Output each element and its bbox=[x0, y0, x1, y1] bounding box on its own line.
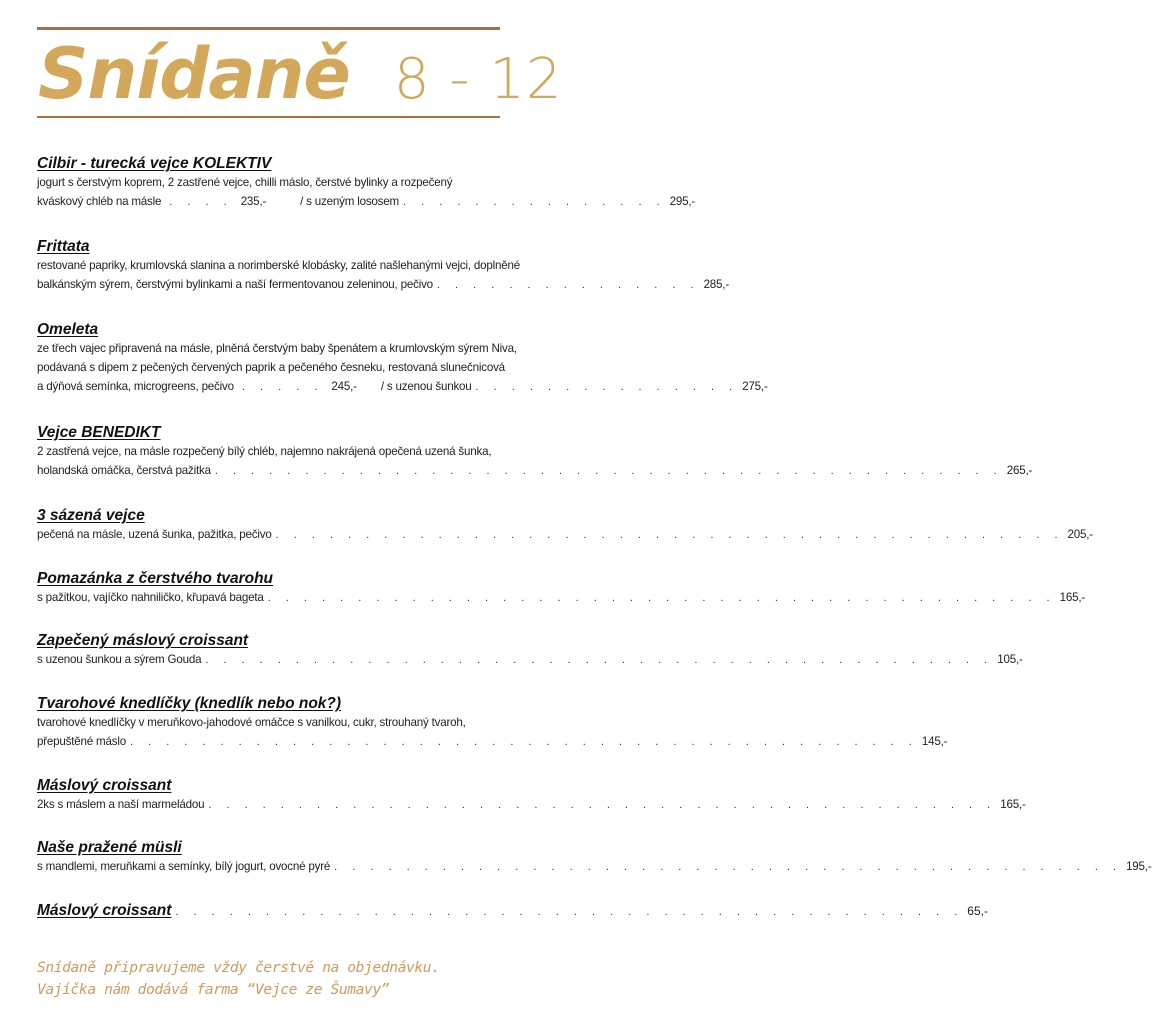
menu-hours: 8 - 12 bbox=[393, 47, 563, 112]
item-name: 3 sázená vejce bbox=[37, 507, 145, 524]
leader-dots: . . . . . . . . . . . . . . . bbox=[436, 279, 700, 291]
menu-item bbox=[37, 506, 1093, 545]
menu-item bbox=[37, 320, 768, 397]
menu-title-word: Snídaně bbox=[38, 33, 350, 115]
leader-dots: . . . . . bbox=[241, 381, 324, 393]
item-desc: přepuštěné máslo bbox=[37, 735, 126, 748]
menu-item bbox=[37, 901, 988, 920]
item-desc: pečená na másle, uzená šunka, pažitka, pečivo bbox=[37, 528, 272, 541]
item-price-row bbox=[37, 732, 948, 752]
item-name: Cilbir - turecká vejce KOLEKTIV bbox=[37, 155, 272, 172]
item-price: 65,- bbox=[967, 904, 988, 918]
leader-dots: . . . . . . . . . . . . . . . bbox=[402, 196, 666, 208]
item-price-row bbox=[37, 588, 1086, 608]
item-name: Máslový croissant bbox=[37, 902, 172, 919]
item-variant-price: 275,- bbox=[742, 380, 768, 393]
item-name: Máslový croissant bbox=[37, 777, 172, 794]
menu-item bbox=[37, 237, 729, 295]
menu-item bbox=[37, 838, 1152, 877]
item-price-row bbox=[37, 192, 696, 212]
item-name: Vejce BENEDIKT bbox=[37, 424, 161, 441]
item-name: Pomazánka z čerstvého tvarohu bbox=[37, 570, 274, 587]
item-desc: tvarohové knedlíčky v meruňkovo-jahodové omáčce s vanilkou, cukr, strouhaný tvaroh, bbox=[37, 716, 466, 729]
item-price: 205,- bbox=[1067, 528, 1093, 541]
item-variant: / s uzeným lososem bbox=[300, 195, 399, 208]
leader-dots: . . . . . . . . . . . . . . . . . . . . . . . . . . . . . . . . . . . . . . . . . . . . bbox=[267, 592, 1056, 604]
top-rule bbox=[37, 27, 500, 30]
item-price: 145,- bbox=[921, 735, 948, 748]
footer-line: Vajíčka nám dodává farma “Vejce ze Šumavy” bbox=[37, 981, 390, 998]
bottom-rule bbox=[37, 116, 500, 118]
item-desc: balkánským sýrem, čerstvými bylinkami a naší fermentovanou zeleninou, pečivo bbox=[37, 278, 433, 291]
footer-line: Snídaně připravujeme vždy čerstvé na objednávku. bbox=[37, 959, 440, 976]
item-price: 245,- bbox=[331, 380, 357, 393]
leader-dots: . . . . . . . . . . . . . . . . . . . . . . . . . . . . . . . . . . . . . . . . . . . . bbox=[334, 861, 1123, 873]
item-price: 105,- bbox=[997, 653, 1023, 666]
item-price-row bbox=[37, 857, 1152, 877]
footer-note bbox=[37, 957, 567, 1001]
menu-item bbox=[37, 776, 1026, 815]
item-desc: 2ks s máslem a naší marmeládou bbox=[37, 798, 205, 811]
leader-dots: . . . . . . . . . . . . . . . . . . . . . . . . . . . . . . . . . . . . . . . . . . . . bbox=[129, 736, 918, 748]
item-name: Omeleta bbox=[37, 321, 99, 338]
item-price: 285,- bbox=[703, 278, 729, 291]
item-desc: kváskový chléb na másle bbox=[37, 195, 162, 208]
menu-item bbox=[37, 631, 1023, 670]
item-price-row bbox=[37, 377, 768, 397]
item-price-row bbox=[37, 275, 729, 295]
item-variant: / s uzenou šunkou bbox=[380, 380, 472, 393]
item-price-row bbox=[37, 901, 988, 920]
item-price-row bbox=[37, 525, 1093, 545]
item-desc: podávaná s dipem z pečených červených paprik a pečeného česneku, restovaná slunečnicová bbox=[37, 361, 505, 374]
menu-title bbox=[38, 34, 563, 114]
leader-dots: . . . . . . . . . . . . . . . . . . . . . . . . . . . . . . . . . . . . . . . . . . . . bbox=[214, 465, 1003, 477]
item-price: 165,- bbox=[1059, 591, 1086, 604]
item-desc: restované papriky, krumlovská slanina a norimberské klobásky, zalité našlehanými vejci, doplněné bbox=[37, 259, 521, 272]
menu-item bbox=[37, 423, 1033, 481]
item-name: Frittata bbox=[37, 238, 90, 255]
item-name: Naše pražené müsli bbox=[37, 839, 182, 856]
item-price-row bbox=[37, 795, 1026, 815]
item-variant-price: 295,- bbox=[669, 195, 696, 208]
leader-dots: . . . . . . . . . . . . . . . . . . . . . . . . . . . . . . . . . . . . . . . . . . . . bbox=[275, 529, 1064, 541]
item-name: Tvarohové knedlíčky (knedlík nebo nok?) bbox=[37, 695, 342, 712]
item-desc: a dýňová semínka, microgreens, pečivo bbox=[37, 380, 234, 393]
menu-item bbox=[37, 694, 948, 752]
item-price-row bbox=[37, 650, 1023, 670]
item-desc: 2 zastřená vejce, na másle rozpečený bílý chléb, najemno nakrájená opečená uzená šunka, bbox=[37, 445, 492, 458]
leader-dots: . . . . . . . . . . . . . . . . . . . . . . . . . . . . . . . . . . . . . . . . . . . . bbox=[175, 906, 964, 918]
item-desc: s mandlemi, meruňkami a semínky, bílý jogurt, ovocné pyré bbox=[37, 860, 331, 873]
item-price: 235,- bbox=[240, 195, 267, 208]
item-desc: ze třech vajec připravená na másle, plněná čerstvým baby špenátem a krumlovským sýrem Niva, bbox=[37, 342, 517, 355]
item-price-row bbox=[37, 461, 1033, 481]
leader-dots: . . . . . . . . . . . . . . . . . . . . . . . . . . . . . . . . . . . . . . . . . . . . bbox=[205, 654, 994, 666]
leader-dots: . . . . . . . . . . . . . . . . . . . . . . . . . . . . . . . . . . . . . . . . . . . . bbox=[208, 799, 997, 811]
item-desc: jogurt s čerstvým koprem, 2 zastřené vejce, chilli máslo, čerstvé bylinky a rozpečený bbox=[37, 176, 453, 189]
item-desc: holandská omáčka, čerstvá pažitka bbox=[37, 464, 211, 477]
item-name: Zapečený máslový croissant bbox=[37, 632, 249, 649]
leader-dots: . . . . . . . . . . . . . . . bbox=[475, 381, 739, 393]
item-price: 265,- bbox=[1006, 464, 1033, 477]
menu-item bbox=[37, 154, 696, 212]
item-price: 195,- bbox=[1126, 860, 1152, 873]
item-desc: s uzenou šunkou a sýrem Gouda bbox=[37, 653, 202, 666]
menu-item bbox=[37, 569, 1086, 608]
item-desc: s pažitkou, vajíčko nahniličko, křupavá bageta bbox=[37, 591, 264, 604]
leader-dots: . . . . bbox=[169, 196, 233, 208]
item-price: 165,- bbox=[1000, 798, 1026, 811]
